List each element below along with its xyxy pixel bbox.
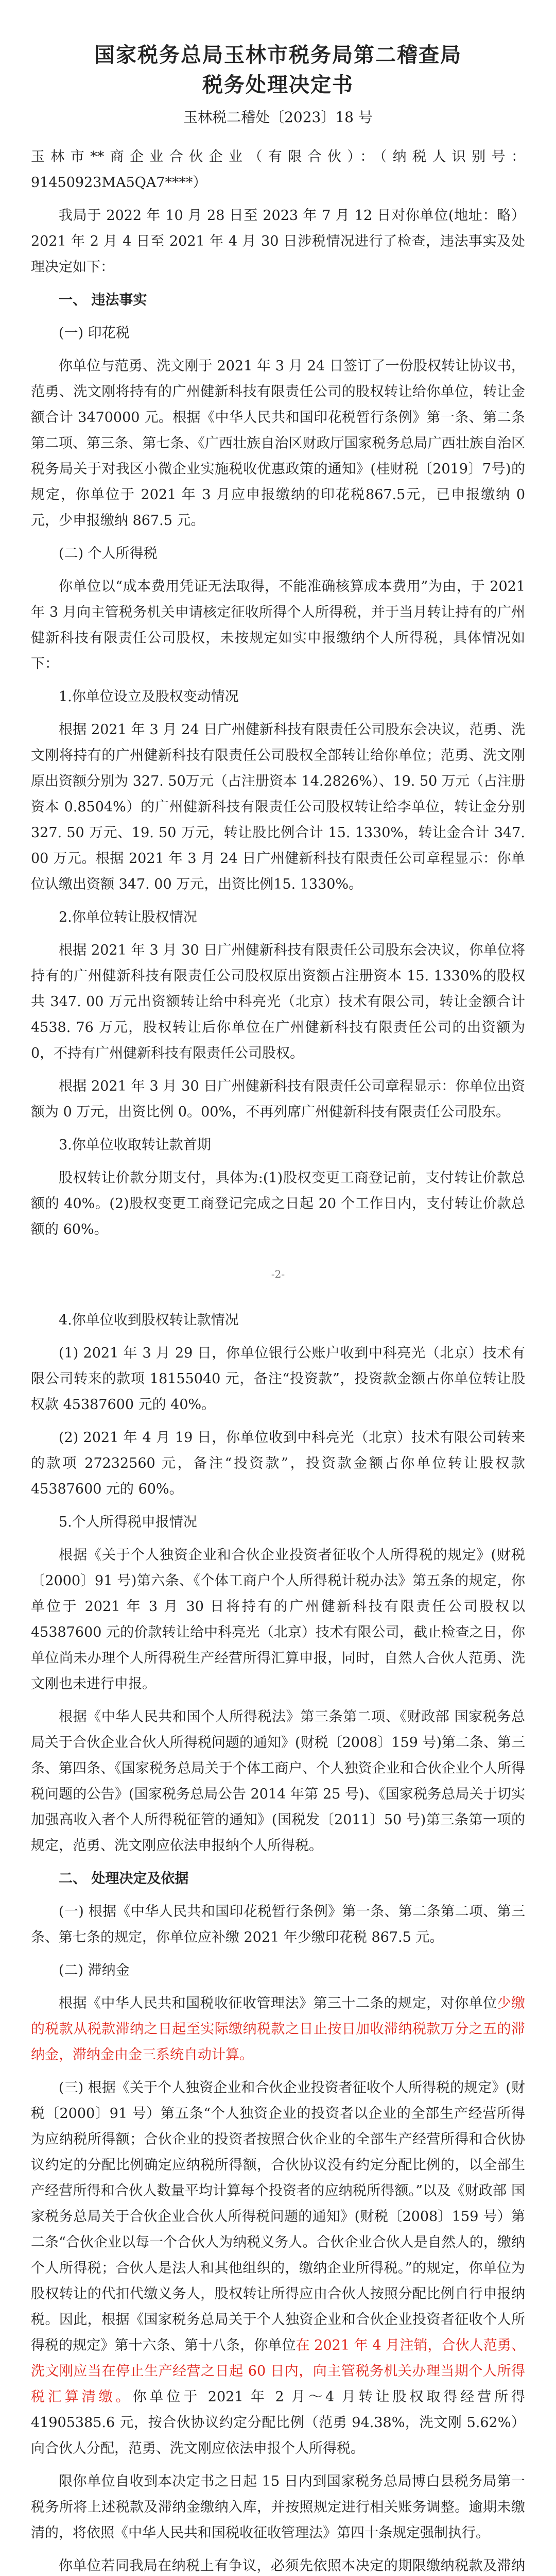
- item-5-paragraph-b: 根据《中华人民共和国个人所得税法》第三条第二项、《财政部 国家税务总局关于合伙企业合伙人所得税问题的通知》(财税〔2008〕159 号)第二条、第三条、第四条、《国家税务总局关于个体工商户、个人独资企业和合伙企业个人所得税问题的公告》(国家税务总局公告 2014 年第 25 号)、《国家税务总局关于切实加强高收入者个人所得税征管的通知》(国税发〔2011〕50 号)第三条第一项的规定，范勇、洗文刚应依法申报纳个人所得税。: [31, 1709, 525, 1854]
- income-tax-paragraph: 你单位以“成本费用凭证无法取得，不能准确核算成本费用”为由，于 2021 年 3 月向主管税务机关申请核定征收所得个人所得税，并于当月转让持有的广州健新科技有限责任公司股权，未按规定如实申报缴纳个人所得税，具体情况如下：: [31, 579, 525, 672]
- issuing-authority-title: 国家税务总局玉林市税务局第二稽查局: [94, 43, 462, 67]
- appeal-rights-paragraph: 你单位若同我局在纳税上有争议，必须先依照本决定的期限缴纳税款及滞纳: [59, 2558, 525, 2574]
- item-1-paragraph: 根据 2021 年 3 月 24 日广州健新科技有限责任公司股东会决议，范勇、洗文刚将持有的广州健新科技有限责任公司股权全部转让给你单位；范勇、洗文刚原出资额分别为 327. 50万元（占注册资本 14.2826%）、19. 50 万元（占注册资本 0.8504%）的广州健新科技有限责任公司股权转让给李单位，转让金分别327. 50 万元、19. 50 万元，转让股比例合计 15. 1330%，转让金合计 347. 00 万元。根据 2021 年 3 月 24 日广州健新科技有限责任公司章程显示：你单位认缴出资额 347. 00 万元，出资比例15. 1330%。: [31, 722, 525, 892]
- item-4-heading: 4.你单位收到股权转让款情况: [59, 1312, 239, 1328]
- late-fee-paragraph: [31, 1991, 525, 2068]
- item-2-paragraph-b: 根据 2021 年 3 月 30 日广州健新科技有限责任公司章程显示：你单位出资额为 0 万元，出资比例 0。00%，不再列席广州健新科技有限责任公司股东。: [31, 1078, 525, 1120]
- item-5-heading: 5.个人所得税申报情况: [59, 1514, 197, 1530]
- stamp-tax-paragraph: 你单位与范勇、洗文刚于 2021 年 3 月 24 日签订了一份股权转让协议书，范勇、洗文刚将持有的广州健新科技有限责任公司的股权转让给你单位，转让金额合计 3470000 元。根据《中华人民共和国印花税暂行条例》第一条、第二条第二项、第三条、第七条、《广西壮族自治区财政厅国家税务总局广西壮族自治区税务局关于对我区小微企业实施税收优惠政策的通知》(桂财税〔2019〕7号)的规定，你单位于 2021 年 3 月应申报缴纳的印花税867.5元，已申报缴纳 0 元，少申报缴纳 867.5 元。: [31, 358, 525, 529]
- decision-3-highlight: 在 2021 年 4 月注销，合伙人范勇、洗文刚应当在停止生产经营之日起 60 日内，向主管税务机关办理当期个人所得税汇算清缴。: [31, 2337, 525, 2405]
- payment-deadline-paragraph: 限你单位自收到本决定书之日起 15 日内到国家税务总局博白县税务局第一税务所将上述税款及滞纳金缴纳入库，并按照规定进行相关账务调整。逾期未缴清的，将依照《中华人民共和国税收征收管理法》第四十条规定强制执行。: [31, 2473, 525, 2541]
- decision-3-paragraph: [31, 2075, 525, 2462]
- addressee: 玉林市**商企业合伙企业（有限合伙）：（纳税人识别号：91450923MA5QA7****）: [31, 149, 525, 191]
- document-number: 玉林税二稽处〔2023〕18 号: [183, 109, 373, 126]
- item-3-paragraph: 股权转让价款分期支付，具体为:(1)股权变更工商登记前，支付转让价款总额的 40%。(2)股权变更工商登记完成之日起 20 个工作日内，支付转让价款总额的 60%。: [31, 1170, 525, 1238]
- late-fee-text: 根据《中华人民共和国税收征收管理法》第三十二条的规定，对你单位: [59, 1995, 497, 2011]
- section-1-heading: 一、 违法事实: [59, 292, 147, 308]
- page-number-2: -2-: [271, 1268, 285, 1280]
- stamp-tax-heading: (一) 印花税: [59, 325, 130, 341]
- item-4-paragraph-a: (1) 2021 年 3 月 29 日，你单位银行公账户收到中科亮光（北京）技术有限公司转来的款项 18155040 元，备注“投资款”，投资款金额占你单位转让股权款 45387600 元的 40%。: [31, 1345, 525, 1413]
- item-5-paragraph-a: 根据《关于个人独资企业和合伙企业投资者征收个人所得税的规定》(财税〔2000〕91 号)第六条、《个体工商户个人所得税计税办法》第五条的规定，你单位于 2021 年 3 月 30 日将持有的广州健新科技有限责任公司股权以 45387600 元的价款转让给中科亮光（北京）技术有限公司，截止检查之日，你单位尚未办理个人所得税生产经营所得汇算申报，同时，自然人合伙人范勇、洗文刚也未进行申报。: [31, 1547, 525, 1692]
- item-3-heading: 3.你单位收取转让款首期: [59, 1137, 211, 1153]
- decision-3-text: (三) 根据《关于个人独资企业和合伙企业投资者征收个人所得税的规定》(财税〔2000〕91 号）第五条“个人独资企业的投资者以企业的全部生产经营所得为应纳税所得额；合伙企业的投资者按照合伙企业的全部生产经营所得和合伙协议约定的分配比例确定应纳税所得额，合伙协议没有约定分配比例的，以全部生产经营所得和合伙人数量平均计算每个投资者的应纳税所得额。”以及《财政部 国家税务总局关于合伙企业合伙人所得税问题的通知》(财税〔2008〕159 号）第二条“合伙企业以每一个合伙人为纳税义务人。合伙企业合伙人是自然人的，缴纳个人所得税；合伙人是法人和其他组织的，缴纳企业所得税。”的规定，你单位为股权转让的代扣代缴义务人，股权转让所得应由合伙人按照分配比例自行申报纳税。因此，根据《国家税务总局关于个人独资企业和合伙企业投资者征收个人所得税的规定》第十六条、第十八条，你单位: [31, 2080, 525, 2353]
- decision-3-text-after: 你单位于 2021 年 2 月～4 月转让股权取得经营所得 41905385.6 元，按合伙协议约定分配比例（范勇 94.38%，洗文刚 5.62%）向合伙人分配，范勇、洗文刚应依法申报个人所得税。: [31, 2389, 526, 2456]
- decision-1-paragraph: (一) 根据《中华人民共和国印花税暂行条例》第一条、第二条第二项、第三条、第七条的规定，你单位应补缴 2021 年少缴印花税 867.5 元。: [31, 1904, 525, 1945]
- item-2-paragraph-a: 根据 2021 年 3 月 30 日广州健新科技有限责任公司股东会决议，你单位将持有的广州健新科技有限责任公司股权原出资额占注册资本 15. 1330%的股权共 347. 00 万元出资额转让给中科亮光（北京）技术有限公司，转让金额合计 4538. 76 万元，股权转让后你单位在广州健新科技有限责任公司的出资额为 0，不持有广州健新科技有限责任公司股权。: [31, 942, 525, 1061]
- item-4-paragraph-b: (2) 2021 年 4 月 19 日，你单位收到中科亮光（北京）技术有限公司转来的款项 27232560 元，备注“投资款”，投资款金额占你单位转让股权款 45387600 元的 60%。: [31, 1430, 525, 1497]
- late-fee-highlight: 少缴的税款从税款滞纳之日起至实际缴纳税款之日止按日加收滞纳税款万分之五的滞纳金，滞纳金由金三系统自动计算。: [31, 1995, 525, 2063]
- document-title: 税务处理决定书: [202, 73, 354, 97]
- income-tax-heading: (二) 个人所得税: [59, 546, 158, 562]
- section-2-heading: 二、 处理决定及依据: [59, 1871, 189, 1887]
- intro-paragraph: 我局于 2022 年 10 月 28 日至 2023 年 7 月 12 日对你单位(地址：略）2021 年 2 月 4 日至 2021 年 4 月 30 日涉税情况进行了检查，违法事实及处理决定如下：: [31, 208, 525, 275]
- item-2-heading: 2.你单位转让股权情况: [59, 909, 197, 925]
- late-fee-heading: (二) 滞纳金: [59, 1962, 130, 1978]
- item-1-heading: 1.你单位设立及股权变动情况: [59, 689, 239, 705]
